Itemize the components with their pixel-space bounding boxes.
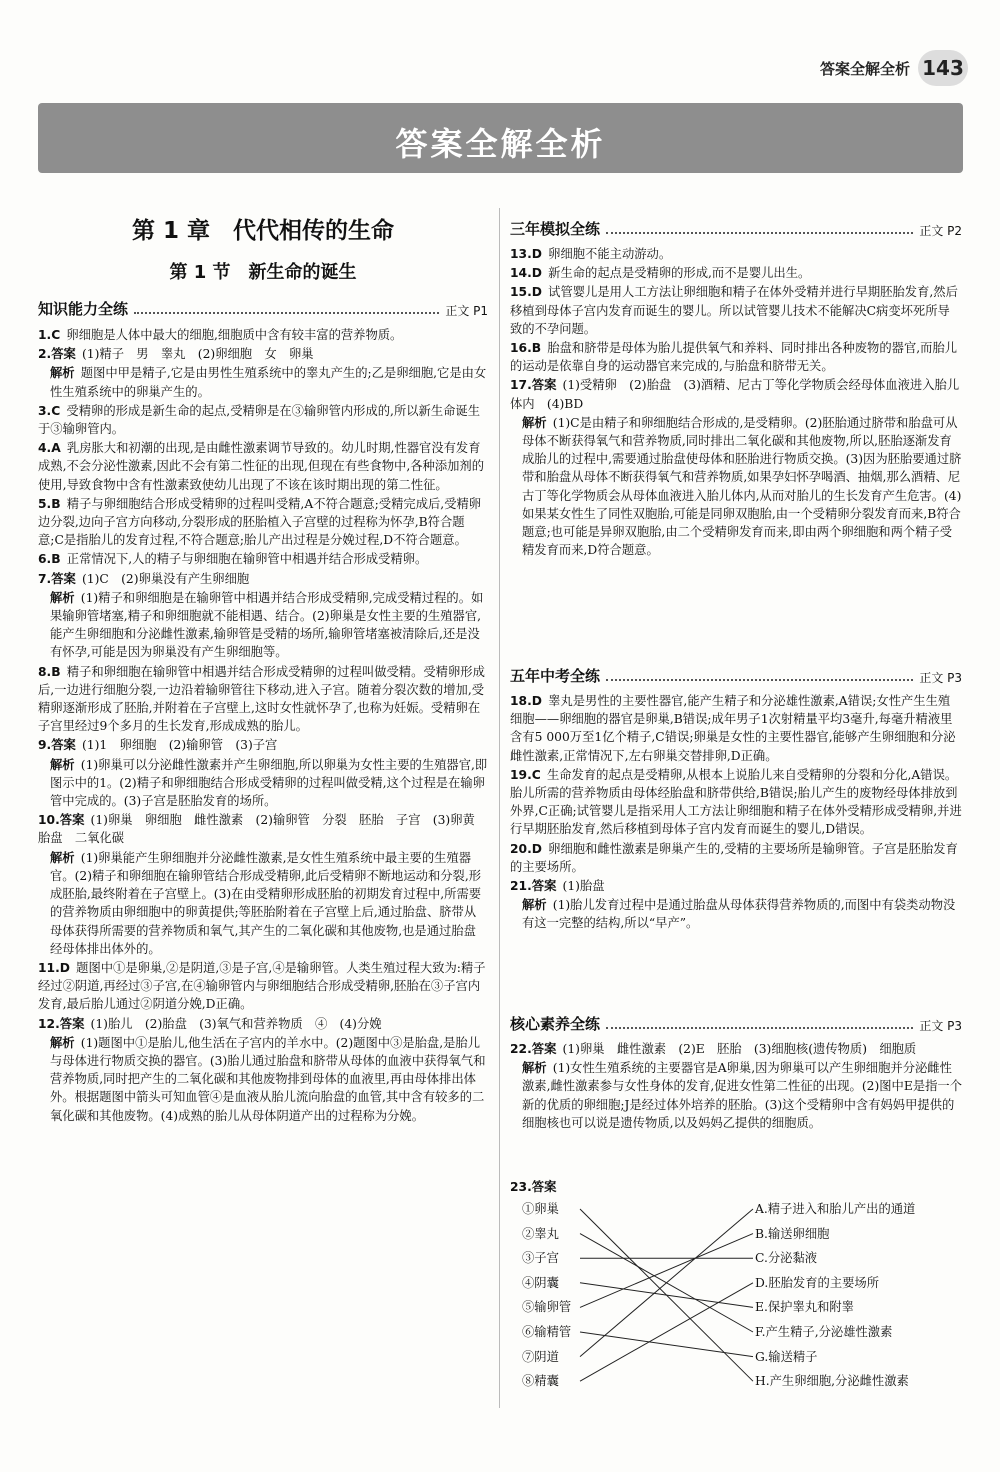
question-number: 23.答案 <box>510 1180 557 1194</box>
answer-item <box>38 439 488 494</box>
explanation-label: 解析 <box>522 1061 547 1076</box>
answer-text: (1)胎儿 (2)胎盘 (3)氧气和营养物质 ④ (4)分娩 <box>90 1016 382 1031</box>
question-number: 10.答案 <box>38 813 85 828</box>
answer-text: (1)胎盘 <box>562 879 605 894</box>
question-number: 21.答案 <box>510 879 557 894</box>
match-left-item: ①卵巢 <box>522 1202 559 1216</box>
answer-item <box>510 339 962 375</box>
dotted-leader <box>606 1027 913 1029</box>
section-heading-five-year <box>510 662 962 686</box>
explanation-text: 题图中甲是精子,它是由男性生殖系统中的睾丸产生的;乙是卵细胞,它是由女性生殖系统中的卵巢产生的。 <box>50 366 487 399</box>
answer-text: (1)精子 男 睾丸 (2)卵细胞 女 卵巢 <box>81 347 314 362</box>
explanation <box>38 364 488 400</box>
answer-text: 乳房胀大和初潮的出现,是由雌性激素调节导致的。幼儿时期,性器官没有发育成熟,不会分泌性激素,因此不会有第二性征的出现,但现在有些食物中,各种添加剂的使用,导致食物中含有性激素致使幼儿出现了不该在该时期出现的第二性征。 <box>38 441 485 492</box>
explanation-label: 解析 <box>50 590 75 605</box>
section-heading-three-year <box>510 215 962 239</box>
explanation-label: 解析 <box>522 898 547 913</box>
explanation-label: 解析 <box>50 366 75 381</box>
page-number: 143 <box>918 50 968 86</box>
match-line <box>580 1234 753 1308</box>
answer-text: (1)卵巢 雌性激素 (2)E 胚胎 (3)细胞核(遗传物质) 细胞质 <box>562 1042 917 1056</box>
heading-title: 三年模拟全练 <box>510 220 601 238</box>
heading-ref: 正文 P1 <box>445 304 488 318</box>
answer-text: 试管婴儿是用人工方法让卵细胞和精子在体外受精并进行早期胚胎发育,然后移植到母体子宫内发育而诞生的婴儿。所以试管婴儿技术不能解决C病变坏死所导致的不孕问题。 <box>510 285 958 336</box>
five-year-answer-list <box>510 692 962 934</box>
match-left-item: ③子宫 <box>522 1251 559 1266</box>
match-line <box>580 1283 753 1381</box>
match-right-item: E.保护睾丸和附睾 <box>755 1300 854 1315</box>
three-year-answer-list <box>510 245 962 560</box>
heading-ref: 正文 P2 <box>919 224 962 238</box>
answer-item <box>510 1040 962 1058</box>
explanation-label: 解析 <box>50 757 75 772</box>
question-number: 5.B <box>38 496 61 511</box>
answer-text: 卵细胞和雌性激素是卵巢产生的,受精的主要场所是输卵管。子宫是胚胎发育的主要场所。 <box>510 841 958 874</box>
question-number: 12.答案 <box>38 1016 85 1031</box>
explanation-text: (1)C是由精子和卵细胞结合形成的,是受精卵。(2)胚胎通过脐带和胎盘可从母体不断获得氧气和营养物质,同时排出二氧化碳和其他废物,所以,胚胎逐渐发育成胎儿的过程中,需要通过胎盘使母体和胚胎进行物质交换。(3)因为胚胎要通过脐带和胎盘从母体不断获得氧气和营养物质,如果孕妇怀孕喝酒、抽烟,那么酒精、尼古丁等化学物质会从母体血液进入胎儿体内,从而对胎儿的生长发育产生危害。(4)如果某女性生了同性双胞胎,可能是同卵双胞胎,由一个受精卵分裂发育而来,B符合题意;也可能是异卵双胞胎,由二个受精卵发育而来,即由两个卵细胞和两个精子受精发育而来,D符合题意。 <box>522 415 962 558</box>
answer-item <box>38 402 488 438</box>
answer-item <box>510 692 962 765</box>
running-title: 答案全解全析 <box>820 60 911 78</box>
match-left-item: ②睾丸 <box>522 1226 559 1241</box>
match-line <box>580 1209 753 1357</box>
answer-text: (1)受精卵 (2)胎盘 (3)酒精、尼古丁等化学物质会经母体血液进入胎儿体内 (4)BD <box>510 378 960 411</box>
answer-text: 精子与卵细胞结合形成受精卵的过程叫受精,A不符合题意;受精完成后,受精卵边分裂,边向子宫方向移动,分裂形成的胚胎植入子宫壁的过程称为怀孕,B符合题意;C是指胎儿的发育过程,不符合题意;胎儿产出过程是分娩过程,D不符合题意。 <box>38 496 482 548</box>
match-line <box>580 1332 753 1357</box>
dotted-leader <box>134 312 439 314</box>
question-number: 17.答案 <box>510 378 557 393</box>
answer-item <box>38 495 488 550</box>
section-title: 第 1 节 新生命的诞生 <box>169 262 357 283</box>
match-right-item: G.输送精子 <box>755 1349 818 1364</box>
explanation-text: (1)卵巢可以分泌雌性激素并产生卵细胞,所以卵巢为女性主要的生殖器官,即图示中的1。(2)精子和卵细胞结合形成受精卵的过程叫做受精,这个过程是在输卵管中完成的。(3)子宫是胚胎发育的场所。 <box>50 757 488 809</box>
match-line <box>580 1283 753 1308</box>
core-answer-list <box>510 1040 962 1133</box>
matching-diagram <box>510 1200 962 1400</box>
question-number: 11.D <box>38 960 70 975</box>
answer-item <box>38 663 488 736</box>
answer-text: 新生命的起点是受精卵的形成,而不是婴儿出生。 <box>548 266 811 281</box>
question-number: 14.D <box>510 266 542 281</box>
section-heading-core <box>510 1010 962 1034</box>
match-right-item: F.产生精子,分泌雄性激素 <box>755 1324 893 1339</box>
match-left-item: ⑥输精管 <box>522 1324 572 1339</box>
section-heading-knowledge <box>38 295 488 319</box>
question-number: 4.A <box>38 441 61 456</box>
question-number: 7.答案 <box>38 571 76 586</box>
answer-text: 题图中①是卵巢,②是阴道,③是子宫,④是输卵管。人类生殖过程大致为:精子经过②阴道,再经过③子宫,在④输卵管内与卵细胞结合形成受精卵,胚胎在③子宫内发育,最后胎儿通过②阴道分娩,D正确。 <box>38 960 486 1012</box>
answer-item <box>510 766 962 839</box>
match-right-item: B.输送卵细胞 <box>755 1226 830 1241</box>
answer-text: 卵细胞是人体中最大的细胞,细胞质中含有较丰富的营养物质。 <box>66 328 403 342</box>
q23-label <box>510 1178 962 1196</box>
answer-text: 卵细胞不能主动游动。 <box>548 247 672 261</box>
answer-item <box>38 550 488 568</box>
explanation-label: 解析 <box>50 850 75 865</box>
question-number: 19.C <box>510 767 541 782</box>
question-number: 6.B <box>38 552 61 567</box>
answer-item <box>38 570 488 588</box>
explanation <box>38 589 488 662</box>
explanation-text: (1)卵巢能产生卵细胞并分泌雌性激素,是女性生殖系统中最主要的生殖器官。(2)精子和卵细胞在输卵管结合形成受精卵,此后受精卵不断地运动和分裂,形成胚胎,最终附着在子宫壁上。(3)在由受精卵形成胚胎的初期发育过程中,所需要的营养物质由卵细胞中的卵黄提供;等胚胎附着在子宫壁上后,通过胎盘、脐带从母体获得所需要的营养物质和氧气,其产生的二氧化碳和其他废物,也是通过胎盘经母体排出体外的。 <box>50 850 482 956</box>
title-banner <box>38 103 963 173</box>
question-number: 3.C <box>38 403 61 418</box>
answer-item <box>510 840 962 876</box>
match-right-item: D.胚胎发育的主要场所 <box>755 1275 880 1290</box>
column-divider <box>499 208 500 1408</box>
answer-text: 正常情况下,人的精子与卵细胞在输卵管中相遇并结合形成受精卵。 <box>66 552 428 567</box>
answer-item <box>510 376 962 412</box>
match-left-item: ⑧精囊 <box>522 1374 559 1389</box>
matching-right-list <box>755 1200 915 1397</box>
explanation <box>38 1034 488 1125</box>
answer-item <box>38 326 488 344</box>
question-number: 18.D <box>510 694 542 708</box>
answer-item <box>38 811 488 847</box>
question-number: 1.C <box>38 328 61 342</box>
dotted-leader <box>606 232 913 234</box>
heading-title: 五年中考全练 <box>510 667 601 685</box>
matching-left-list <box>522 1200 571 1397</box>
answer-item <box>510 283 962 338</box>
question-number: 9.答案 <box>38 738 76 753</box>
question-number: 16.B <box>510 341 542 356</box>
question-number: 8.B <box>38 664 61 679</box>
question-number: 13.D <box>510 247 542 261</box>
heading-title: 核心素养全练 <box>510 1015 601 1033</box>
answer-item <box>510 245 962 263</box>
explanation-label: 解析 <box>50 1035 75 1050</box>
match-left-item: ⑤输卵管 <box>522 1300 572 1315</box>
left-answer-list <box>38 326 488 1126</box>
answer-text: 睾丸是男性的主要性器官,能产生精子和分泌雄性激素,A错误;女性产生生殖细胞——卵细胞的器官是卵巢,B错误;成年男子1次射精量平均3毫升,每毫升精液里含有5 000万至1亿个精子,C错误;卵巢是女性的主要性器官,能够产生卵细胞和分泌雌性激素,正常情况下,左右卵巢交替排卵,D正确。 <box>510 694 956 763</box>
match-right-item: C.分泌黏液 <box>755 1251 818 1266</box>
heading-ref: 正文 P3 <box>919 671 962 685</box>
match-right-item: H.产生卵细胞,分泌雌性激素 <box>755 1374 909 1389</box>
explanation-label: 解析 <box>522 415 547 430</box>
explanation <box>510 896 962 932</box>
question-number: 2.答案 <box>38 347 76 362</box>
explanation-text: (1)胎儿发育过程中是通过胎盘从母体获得营养物质的,而图中有袋类动物没有这一完整的结构,所以“早产”。 <box>522 898 956 931</box>
answer-item <box>38 736 488 754</box>
answer-text: (1)卵巢 卵细胞 雌性激素 (2)输卵管 分裂 胚胎 子宫 (3)卵黄 胎盘 二氧化碳 <box>38 813 488 846</box>
explanation-text: (1)女性生殖系统的主要器官是A卵巢,因为卵巢可以产生卵细胞并分泌雌性激素,雌性激素参与女性身体的发育,促进女性第二性征的出现。(2)图中E是指一个新的优质的卵细胞;J是经过体外培养的胚胎。(3)这个受精卵中含有妈妈甲提供的细胞核也可以说是遗传物质,以及妈妈乙提供的细胞质。 <box>522 1061 963 1130</box>
answer-item <box>510 877 962 895</box>
heading-ref: 正文 P3 <box>919 1019 962 1033</box>
match-left-item: ⑦阴道 <box>522 1349 559 1364</box>
explanation-text: (1)题图中①是胎儿,他生活在子宫内的羊水中。(2)题图中③是胎盘,是胎儿与母体进行物质交换的器官。(3)胎儿通过胎盘和脐带从母体的血液中获得氧气和营养物质,同时把产生的二氧化碳和其他废物排到母体的血液里,再由母体排出体外。根据题图中箭头可知血管④是血液从胎儿流向胎盘的血管,其中含有较多的二氧化碳和其他废物。(4)成熟的胎儿从母体阴道产出的过程称为分娩。 <box>50 1035 486 1123</box>
explanation <box>38 756 488 811</box>
answer-text: (1)C (2)卵巢没有产生卵细胞 <box>81 571 250 586</box>
question-number: 15.D <box>510 285 542 300</box>
heading-title: 知识能力全练 <box>38 300 129 318</box>
explanation <box>510 1059 962 1132</box>
answer-item <box>38 345 488 363</box>
explanation <box>510 414 962 560</box>
answer-item <box>510 264 962 282</box>
question-number: 20.D <box>510 841 542 856</box>
question-number: 22.答案 <box>510 1042 557 1056</box>
answer-text: 生命发育的起点是受精卵,从根本上说胎儿来自受精卵的分裂和分化,A错误。胎儿所需的营养物质由母体经胎盘和脐带供给,B错误;胎儿产生的废物经母体排放到外界,C正确;试管婴儿是指采用人工方法让卵细胞和精子在体外受精形成受精卵,并进行早期胚胎发育,然后移植到母体子宫内发育而诞生的婴儿,D错误。 <box>510 767 962 837</box>
match-left-item: ④阴囊 <box>522 1275 559 1290</box>
banner-title: 答案全解全析 <box>395 125 606 163</box>
explanation <box>38 849 488 958</box>
chapter-title: 第 1 章 代代相传的生命 <box>131 218 395 244</box>
answer-item <box>38 1015 488 1033</box>
explanation-text: (1)精子和卵细胞是在输卵管中相遇并结合形成受精卵,完成受精过程的。如果输卵管堵塞,精子和卵细胞就不能相遇、结合。(2)卵巢是女性主要的生殖器官,能产生卵细胞和分泌雌性激素,输卵管是受精的场所,输卵管堵塞被清除后,还是没有怀孕,可能是因为卵巢没有产生卵细胞等。 <box>50 590 484 660</box>
answer-text: (1)1 卵细胞 (2)输卵管 (3)子宫 <box>81 738 278 753</box>
answer-item <box>38 959 488 1014</box>
answer-text: 精子和卵细胞在输卵管中相遇并结合形成受精卵的过程叫做受精。受精卵形成后,一边进行细胞分裂,一边沿着输卵管往下移动,进入子宫。随着分裂次数的增加,受精卵逐渐形成了胚胎,并附着在子宫壁上,这时女性就怀孕了,也称为妊娠。受精卵在子宫里经过9个多月的生长发育,形成成熟的胎儿。 <box>38 664 485 734</box>
answer-text: 受精卵的形成是新生命的起点,受精卵是在③输卵管内形成的,所以新生命诞生于③输卵管内。 <box>38 403 481 437</box>
dotted-leader <box>606 679 913 681</box>
answer-text: 胎盘和脐带是母体为胎儿提供氧气和养料、同时排出各种废物的器官,而胎儿的运动是依靠自身的运动器官来完成的,与胎盘和脐带无关。 <box>510 341 958 374</box>
match-right-item: A.精子进入和胎儿产出的通道 <box>755 1202 916 1216</box>
